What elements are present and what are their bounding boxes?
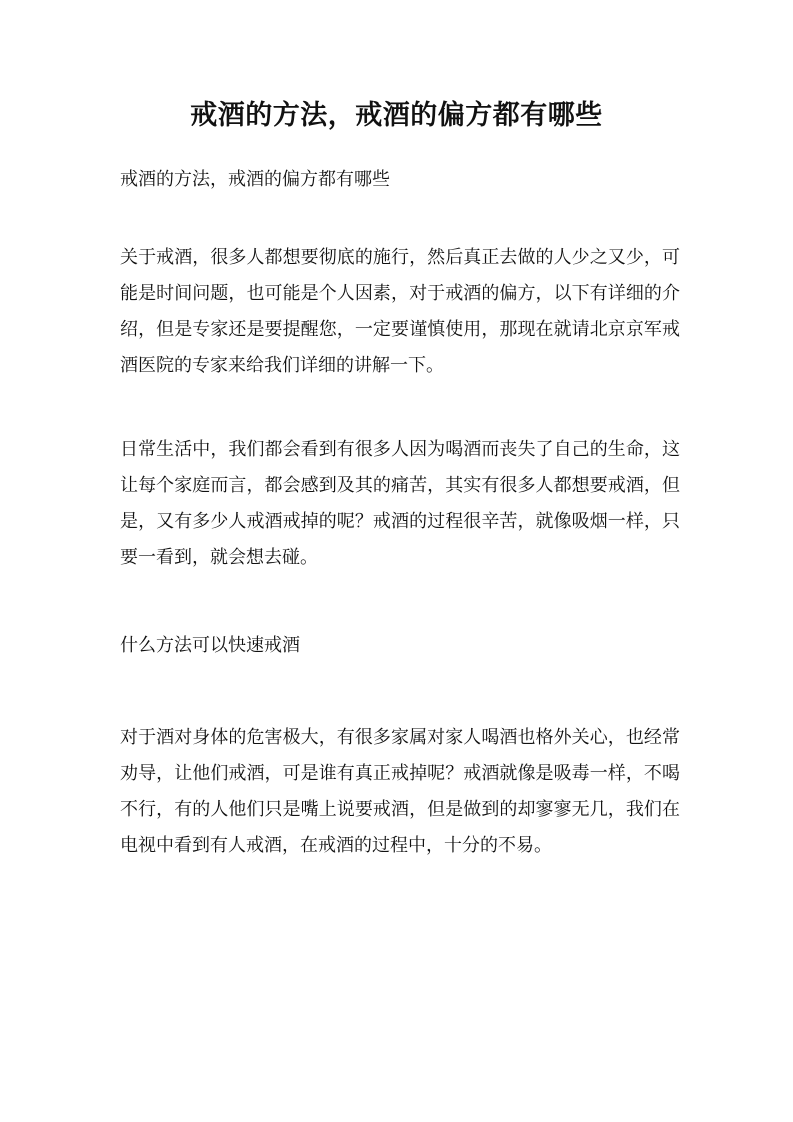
harm-paragraph: 对于酒对身体的危害极大，有很多家属对家人喝酒也格外关心，也经常劝导，让他们戒酒，可是谁有真正戒掉呢？戒酒就像是吸毒一样，不喝不行，有的人他们只是嘴上说要戒酒，但是做到的却寥寥无几，我们在电视中看到有人戒酒，在戒酒的过程中，十分的不易。 [120,727,680,856]
intro-paragraph: 关于戒酒，很多人都想要彻底的施行，然后真正去做的人少之又少，可能是时间问题，也可能是个人因素，对于戒酒的偏方，以下有详细的介绍，但是专家还是要提醒您，一定要谨慎使用，那现在就请北京京军戒酒医院的专家来给我们详细的讲解一下。 [120,247,680,376]
section-heading: 什么方法可以快速戒酒 [120,635,300,656]
daily-life-paragraph: 日常生活中，我们都会看到有很多人因为喝酒而丧失了自己的生命，这让每个家庭而言，都会感到及其的痛苦，其实有很多人都想要戒酒，但是，又有多少人戒酒戒掉的呢？戒酒的过程很辛苦，就像吸烟一样，只要一看到，就会想去碰。 [120,439,680,568]
document-title: 戒酒的方法，戒酒的偏方都有哪些 [190,100,603,131]
subtitle-paragraph: 戒酒的方法，戒酒的偏方都有哪些 [120,169,390,190]
